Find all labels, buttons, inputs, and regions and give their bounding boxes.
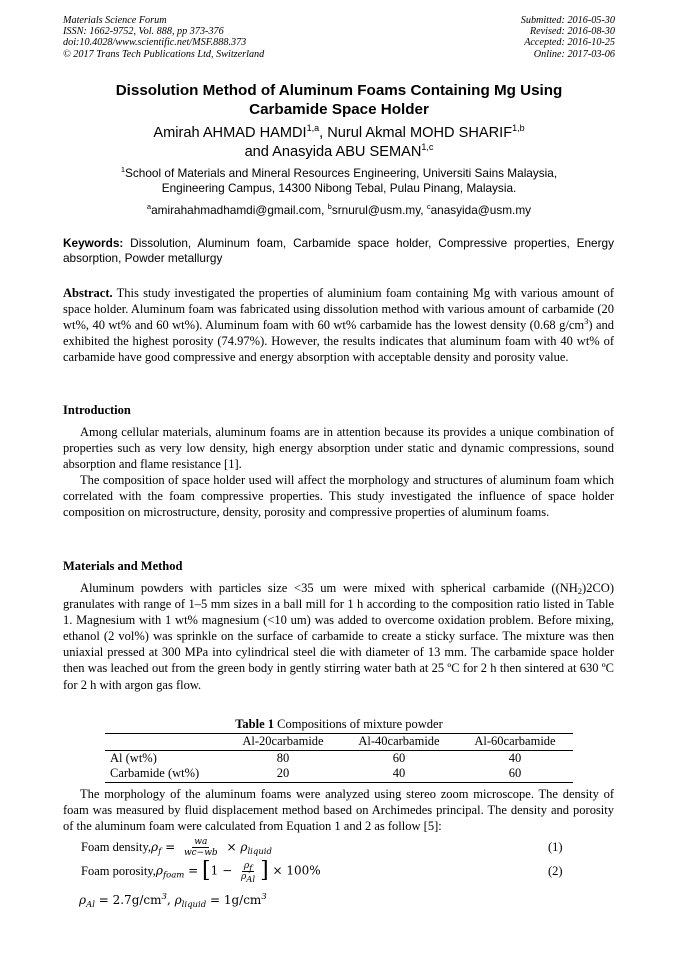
- rho-symbol: ρ: [243, 860, 250, 871]
- subscript-liquid: liquid: [181, 900, 207, 910]
- subscript-foam: foam: [162, 870, 185, 881]
- title-line-2: Carbamide Space Holder: [249, 101, 429, 118]
- table-cell: 40: [341, 766, 457, 782]
- table-caption-label: Table 1: [235, 717, 275, 731]
- journal-header: [63, 15, 264, 60]
- superscript-3: 3: [161, 892, 167, 902]
- table-cell: 80: [276, 750, 290, 765]
- methods-paragraph-2: The morphology of the aluminum foams were analyzed using stereo zoom microscope. The density of foam was measured by fluid displacement method based on Archimedes principal. The density and porosity of the aluminum foam were calculated from Equation 1 and 2 as follow [5]:: [63, 787, 614, 834]
- methods-text-1a: Aluminum powders with particles size <35 um were mixed with spherical carbamide ((NH: [80, 581, 578, 595]
- affiliation-number: 1: [120, 165, 126, 174]
- equation-1: [81, 835, 272, 859]
- methods-body-2: [63, 786, 614, 834]
- table-caption: [63, 717, 615, 732]
- aluminum-density-value: = 2.7g/cm: [94, 893, 162, 907]
- right-bracket: ]: [260, 858, 269, 883]
- abstract: [63, 285, 614, 365]
- methods-text-1b: )2CO) granulates with range of 1–5 mm sizes in a ball mill for 1 h according to the composition ratio listed in Table 1. Magnesium with 1 wt% magnesium (<10 um) was added to overcome oxidation problem. Before mixing, ethanol (2 vol%) was sprinkle on the surface of carbamide to create a sticky surface. The mixture was then uniaxial pressed at 300 MPa into cylindrical steel die with diameter of 13 mm. The carbamide space holder then was leached out from the green body in gently stirring water bath at 25 ºC for 2 h then sintered at 630 ºC for 2 h with argon gas flow.: [63, 581, 614, 692]
- fraction-denominator: wc−wb: [183, 847, 218, 858]
- table-header-cell: Al-20carbamide: [225, 734, 341, 751]
- email-c-marker: c: [426, 202, 431, 211]
- dates-header: [521, 15, 615, 60]
- table-cell: 40: [508, 750, 522, 765]
- subscript-al: Al: [246, 874, 256, 885]
- affiliation-line-2: Engineering Campus, 14300 Nibong Tebal, Pulau Pinang, Malaysia.: [161, 181, 517, 195]
- introduction-heading: Introduction: [63, 403, 131, 417]
- constants: [79, 888, 267, 912]
- journal-issn: ISSN: 1662-9752, Vol. 888, pp 373-376: [63, 26, 224, 38]
- rho-symbol: ρ: [79, 893, 87, 907]
- table-cell: Carbamide (wt%): [105, 766, 225, 782]
- submitted-date: Submitted: 2016-05-30: [520, 15, 615, 26]
- email-b[interactable]: srnurul@usm.my,: [331, 203, 427, 217]
- composition-table: [105, 733, 573, 783]
- methods-heading: Materials and Method: [63, 559, 183, 573]
- table-header-cell: [105, 734, 225, 751]
- rho-symbol: ρ: [240, 871, 247, 882]
- keywords-text: Dissolution, Aluminum foam, Carbamide space holder, Compressive properties, Energy absorption, Powder metallurgy: [63, 236, 614, 265]
- abstract-label: Abstract.: [63, 286, 113, 300]
- fraction-numerator: [242, 861, 254, 872]
- authors-line-2: [63, 143, 615, 162]
- introduction-body: [63, 424, 614, 521]
- fraction: [239, 860, 257, 885]
- abstract-text-1: This study investigated the properties of aluminium foam containing Mg with various amount of space holder. Aluminum foam was fabricated using dissolution method with various amount of carbamide (20 wt%, 40 wt% and 60 wt%). Aluminum foam with 60 wt% carbamide has the lowest density (0.68 g/cm: [63, 286, 614, 333]
- author-1: Amirah AHMAD HAMDI: [153, 125, 307, 141]
- title-line-1: Dissolution Method of Aluminum Foams Containing Mg Using: [115, 82, 563, 99]
- table-row: [105, 766, 573, 782]
- subscript-f: f: [249, 863, 253, 874]
- one-minus: 1 −: [210, 863, 236, 878]
- keywords: [63, 236, 614, 266]
- table-caption-text: Compositions of mixture powder: [274, 717, 443, 731]
- fraction-numerator: wa: [194, 836, 208, 847]
- left-bracket: [: [202, 858, 211, 883]
- introduction-paragraph-1: Among cellular materials, aluminum foams are in attention because its provides a unique combination of properties such as very low density, high energy absorption under static and dynamic compressions, sound absorption and flame resistance [1].: [63, 425, 614, 472]
- methods-body: [63, 580, 614, 693]
- email-a-marker: a: [146, 202, 152, 211]
- table-cell: 60: [457, 766, 573, 782]
- comma: ,: [166, 893, 175, 907]
- equation-2-formula: [155, 858, 321, 885]
- table-cell: 60: [392, 750, 406, 765]
- email-b-marker: b: [327, 202, 332, 211]
- keywords-label: Keywords:: [63, 236, 124, 250]
- email-list: [63, 203, 615, 218]
- equals-sign: =: [184, 863, 203, 878]
- table-cell: Al (wt%): [110, 750, 157, 765]
- online-date: Online: 2017-03-06: [533, 48, 615, 60]
- email-c[interactable]: anasyida@usm.my: [430, 203, 532, 217]
- fraction-denominator: [239, 871, 257, 885]
- methods-subscript: 2: [577, 586, 583, 596]
- author-1-affil: 1,a: [306, 123, 320, 133]
- abstract-paragraph: [63, 285, 614, 365]
- fraction: [182, 837, 220, 858]
- equation-2: [81, 859, 321, 883]
- affiliation-line-1: [63, 166, 615, 181]
- liquid-density-value: = 1g/cm: [206, 893, 262, 907]
- constants-formula: [79, 890, 267, 910]
- author-3: Anasyida ABU SEMAN: [272, 144, 422, 160]
- table-cell: 20: [225, 766, 341, 782]
- equation-1-formula: [151, 837, 272, 858]
- equation-1-number: (1): [548, 840, 563, 854]
- rho-symbol: ρ: [240, 839, 248, 854]
- equation-2-number: (2): [548, 864, 563, 878]
- author-2: Nurul Akmal MOHD SHARIF: [327, 125, 513, 141]
- equals-sign: =: [161, 839, 179, 854]
- equation-1-label: Foam density,: [81, 840, 152, 854]
- subscript-f: f: [158, 846, 162, 857]
- table-header-cell: Al-60carbamide: [457, 734, 573, 751]
- affiliation-text-1: School of Materials and Mineral Resources Engineering, Universiti Sains Malaysia,: [125, 166, 558, 180]
- accepted-date: Accepted: 2016-10-25: [524, 37, 615, 49]
- rho-symbol: ρ: [174, 893, 182, 907]
- email-a[interactable]: amirahahmadhamdi@gmail.com,: [151, 203, 328, 217]
- times-100-percent: × 100%: [268, 863, 321, 878]
- author-2-affil: 1,b: [512, 123, 525, 133]
- rho-symbol: ρ: [151, 839, 159, 854]
- author-3-affil: 1,c: [421, 142, 434, 152]
- author-separator: ,: [319, 125, 328, 141]
- journal-doi: doi:10.4028/www.scientific.net/MSF.888.373: [63, 37, 247, 49]
- abstract-superscript: 3: [584, 316, 589, 327]
- superscript-3: 3: [261, 892, 267, 902]
- author-list: [63, 124, 615, 162]
- revised-date: Revised: 2016-08-30: [529, 26, 615, 38]
- table-header-cell: Al-40carbamide: [341, 734, 457, 751]
- authors-line-1: [63, 124, 615, 143]
- table-row: [105, 750, 573, 766]
- subscript-liquid: liquid: [247, 846, 272, 857]
- equation-2-label: Foam porosity,: [81, 864, 156, 878]
- copyright: © 2017 Trans Tech Publications Ltd, Switzerland: [63, 48, 265, 60]
- paper-title: [63, 81, 615, 119]
- abstract-text-2: ) and exhibited the highest porosity (74.97%). However, the results indicates that aluminum foam with 40 wt% of carbamide have good compressive and energy absorption with acceptable density and porosity value.: [63, 318, 614, 365]
- rho-symbol: ρ: [155, 863, 163, 878]
- subscript-al: Al: [86, 900, 95, 910]
- author-and: and: [244, 144, 273, 160]
- times-sign: ×: [222, 839, 241, 854]
- methods-paragraph-1: [63, 580, 614, 693]
- table-header-row: [105, 734, 573, 751]
- introduction-paragraph-2: The composition of space holder used will affect the morphology and structures of aluminum foam which correlated with the foam compressive properties. This study investigated the influence of space holder composition on microstructure, density, porosity and compressive properties of aluminum foams.: [63, 473, 614, 520]
- journal-name: Materials Science Forum: [63, 15, 167, 26]
- affiliation: [63, 166, 615, 196]
